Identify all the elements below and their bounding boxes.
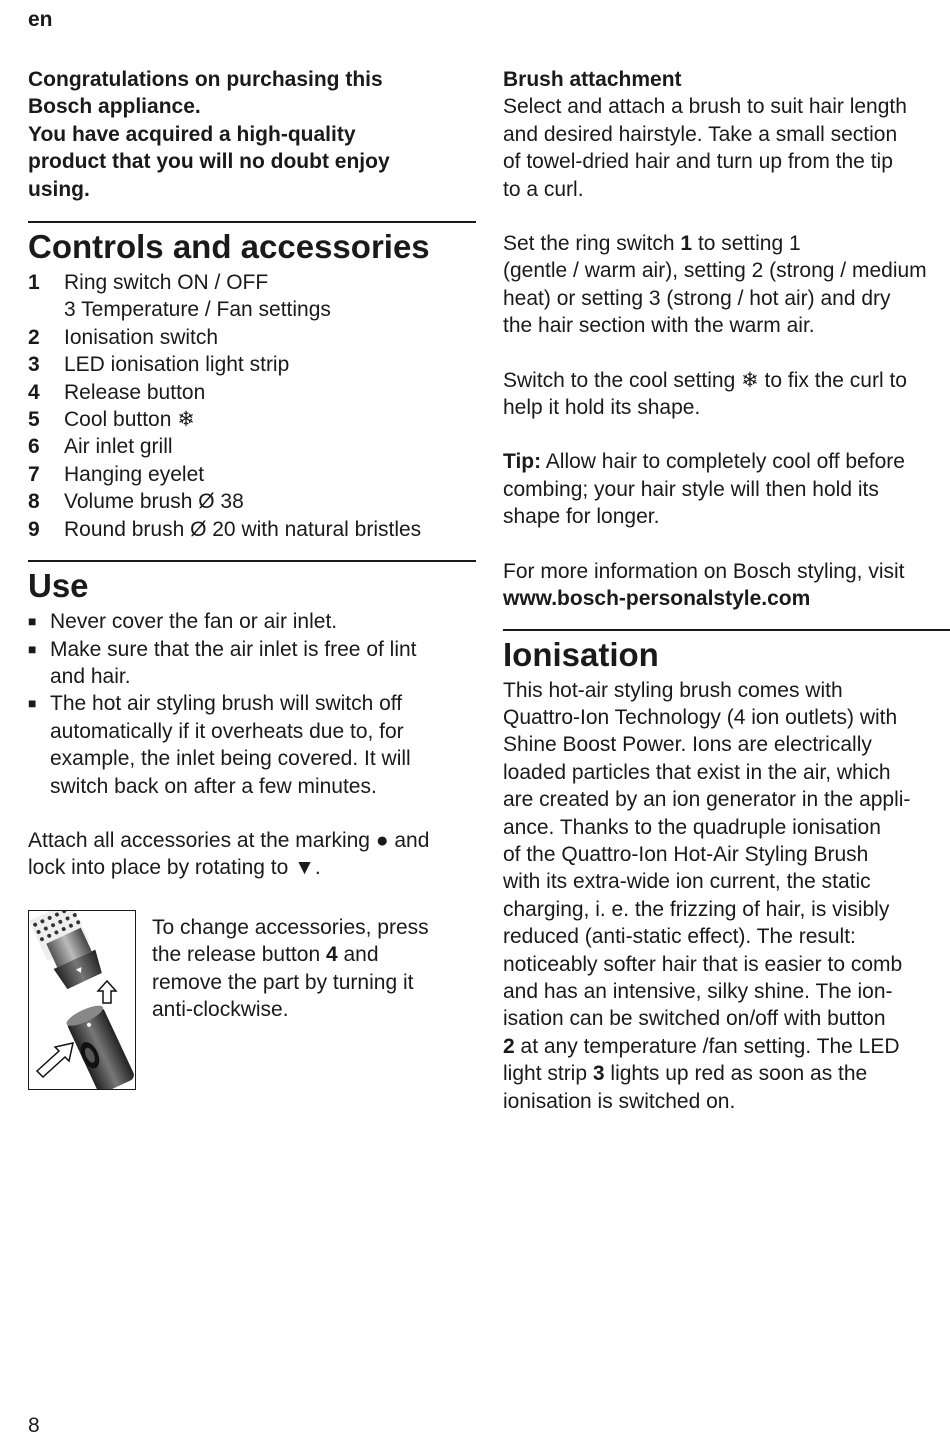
paragraph-line: of the Quattro-Ion Hot-Air Styling Brush	[503, 842, 869, 866]
item-text: Ionisation switch	[64, 325, 219, 349]
paragraph-line: and desired hairstyle. Take a small section	[503, 122, 898, 146]
square-bullet-icon: ■	[28, 695, 37, 712]
text-run: Allow hair to completely cool off before	[541, 450, 905, 474]
controls-list	[28, 269, 476, 543]
ionisation-heading: Ionisation	[503, 635, 659, 673]
item-text: Volume brush Ø 38	[64, 490, 244, 514]
paragraph-line: shape for longer.	[503, 505, 660, 529]
brush-paragraph-3	[503, 367, 950, 422]
paragraph-line: Attach all accessories at the marking ● and	[28, 828, 430, 852]
paragraph-line: combing; your hair style will then hold its	[503, 477, 879, 501]
item-number: 5	[28, 408, 40, 432]
paragraph-line: lock into place by rotating to ▼.	[28, 856, 321, 880]
paragraph-line	[503, 1060, 950, 1087]
paragraph-line: ionisation is switched on.	[503, 1089, 736, 1113]
paragraph-line: reduced (anti-static effect). The result:	[503, 925, 856, 949]
section-divider	[28, 560, 476, 562]
text-run: Set the ring switch	[503, 232, 681, 256]
ionisation-paragraph	[503, 677, 950, 1116]
item-number: 6	[28, 435, 40, 459]
list-item	[28, 351, 476, 378]
right-column	[503, 66, 950, 1115]
item-text: Air inlet grill	[64, 435, 173, 459]
paragraph-line: For more information on Bosch styling, visit	[503, 559, 905, 583]
section-divider	[28, 221, 476, 223]
paragraph-line	[503, 448, 950, 475]
bullet-item	[28, 636, 476, 691]
controls-heading: Controls and accessories	[28, 228, 430, 266]
more-info-paragraph	[503, 558, 950, 613]
list-item	[28, 269, 476, 324]
bullet-text	[50, 636, 417, 691]
tip-label: Tip:	[503, 450, 542, 474]
item-text: Cool button ❄	[64, 408, 195, 432]
language-code: en	[28, 8, 53, 31]
paragraph-line: Quattro-Ion Technology (4 ion outlets) with	[503, 705, 898, 729]
text-run: light strip	[503, 1062, 593, 1086]
intro-line: Congratulations on purchasing this	[28, 68, 383, 91]
item-text: LED ionisation light strip	[64, 353, 290, 377]
paragraph-line: To change accessories, press	[152, 915, 429, 939]
list-item	[28, 461, 476, 488]
list-item	[28, 406, 476, 433]
bullet-text	[50, 690, 411, 800]
list-item	[28, 433, 476, 460]
website-link[interactable]: www.bosch-personalstyle.com	[503, 587, 811, 611]
item-number: 2	[28, 325, 40, 349]
paragraph-line: Shine Boost Power. Ions are electrically	[503, 733, 872, 757]
square-bullet-icon: ■	[28, 640, 37, 657]
text-run: to setting 1	[692, 232, 801, 256]
brush-paragraph-1	[503, 93, 950, 203]
paragraph-line: to a curl.	[503, 177, 584, 201]
bold-ref: 4	[325, 943, 338, 967]
paragraph-line: Switch to the cool setting ❄ to fix the curl to	[503, 368, 907, 392]
item-line: 3 Temperature / Fan settings	[64, 298, 331, 322]
intro-line: using.	[28, 177, 90, 201]
item-text	[64, 269, 331, 324]
list-item	[28, 516, 476, 543]
item-text: Release button	[64, 380, 206, 404]
list-item	[28, 488, 476, 515]
bullet-item	[28, 608, 476, 635]
bold-ref: 3	[592, 1062, 605, 1086]
paragraph-line: Select and attach a brush to suit hair length	[503, 95, 907, 119]
bold-ref: 1	[680, 232, 693, 256]
bullet-line: The hot air styling brush will switch off	[50, 692, 403, 716]
item-number: 9	[28, 517, 40, 541]
paragraph-line: help it hold its shape.	[503, 396, 701, 420]
text-run: at any temperature /fan setting. The LED	[514, 1034, 900, 1058]
bullet-text	[50, 608, 337, 635]
paragraph-line	[152, 941, 429, 968]
bullet-line: Never cover the fan or air inlet.	[50, 610, 338, 634]
bullet-line: Make sure that the air inlet is free of lint	[50, 637, 417, 661]
paragraph-line: ance. Thanks to the quadruple ionisation	[503, 815, 881, 839]
text-run: lights up red as soon as the	[604, 1062, 868, 1086]
intro-line: product that you will no doubt enjoy	[28, 150, 390, 174]
text-run: the release button	[152, 943, 326, 967]
bullet-line: automatically if it overheats due to, for	[50, 719, 404, 743]
paragraph-line	[503, 1033, 950, 1060]
brush-release-illustration	[29, 911, 135, 1089]
page-number: 8	[28, 1414, 40, 1437]
paragraph-line: and has an intensive, silky shine. The ion-	[503, 979, 893, 1003]
attach-paragraph	[28, 827, 476, 882]
paragraph-line: (gentle / warm air), setting 2 (strong / medium	[503, 259, 927, 283]
paragraph-line: This hot-air styling brush comes with	[503, 678, 843, 702]
text-run: and	[337, 943, 379, 967]
intro-text	[28, 66, 476, 203]
brush-paragraph-2	[503, 230, 950, 340]
tip-paragraph	[503, 448, 950, 530]
paragraph-line: isation can be switched on/off with button	[503, 1007, 886, 1031]
paragraph-line: are created by an ion generator in the appli-	[503, 788, 911, 812]
paragraph-line: the hair section with the warm air.	[503, 314, 815, 338]
intro-line: Bosch appliance.	[28, 95, 201, 119]
paragraph-line: anti-clockwise.	[152, 997, 289, 1021]
use-heading: Use	[28, 567, 89, 605]
use-bullet-list	[28, 608, 476, 800]
intro-line: You have acquired a high-quality	[28, 122, 356, 146]
paragraph-line: of towel-dried hair and turn up from the tip	[503, 150, 893, 174]
bullet-line: example, the inlet being covered. It will	[50, 747, 411, 771]
section-divider	[503, 629, 950, 631]
paragraph-line: loaded particles that exist in the air, which	[503, 760, 891, 784]
bullet-line: switch back on after a few minutes.	[50, 774, 377, 798]
item-number: 8	[28, 490, 40, 514]
list-item	[28, 379, 476, 406]
item-number: 3	[28, 353, 40, 377]
accessory-change-text	[152, 914, 429, 1090]
list-item	[28, 324, 476, 351]
item-number: 4	[28, 380, 40, 404]
accessory-change-illustration	[28, 910, 136, 1090]
bold-ref: 2	[503, 1034, 515, 1058]
item-text: Hanging eyelet	[64, 462, 205, 486]
item-line: Ring switch ON / OFF	[64, 271, 269, 295]
item-text: Round brush Ø 20 with natural bristles	[64, 517, 422, 541]
paragraph-line: remove the part by turning it	[152, 970, 414, 994]
paragraph-line: heat) or setting 3 (strong / hot air) and dry	[503, 286, 891, 310]
bullet-line: and hair.	[50, 664, 131, 688]
item-number: 7	[28, 462, 40, 486]
paragraph-line: charging, i. e. the frizzing of hair, is visibly	[503, 897, 890, 921]
left-column	[28, 66, 476, 1090]
paragraph-line: with its extra-wide ion current, the static	[503, 870, 871, 894]
brush-attachment-heading: Brush attachment	[503, 68, 682, 91]
square-bullet-icon: ■	[28, 613, 37, 630]
item-number: 1	[28, 271, 40, 295]
bullet-item	[28, 690, 476, 800]
paragraph-line: noticeably softer hair that is easier to comb	[503, 952, 903, 976]
accessory-change-section	[28, 910, 476, 1090]
paragraph-line	[503, 230, 950, 257]
